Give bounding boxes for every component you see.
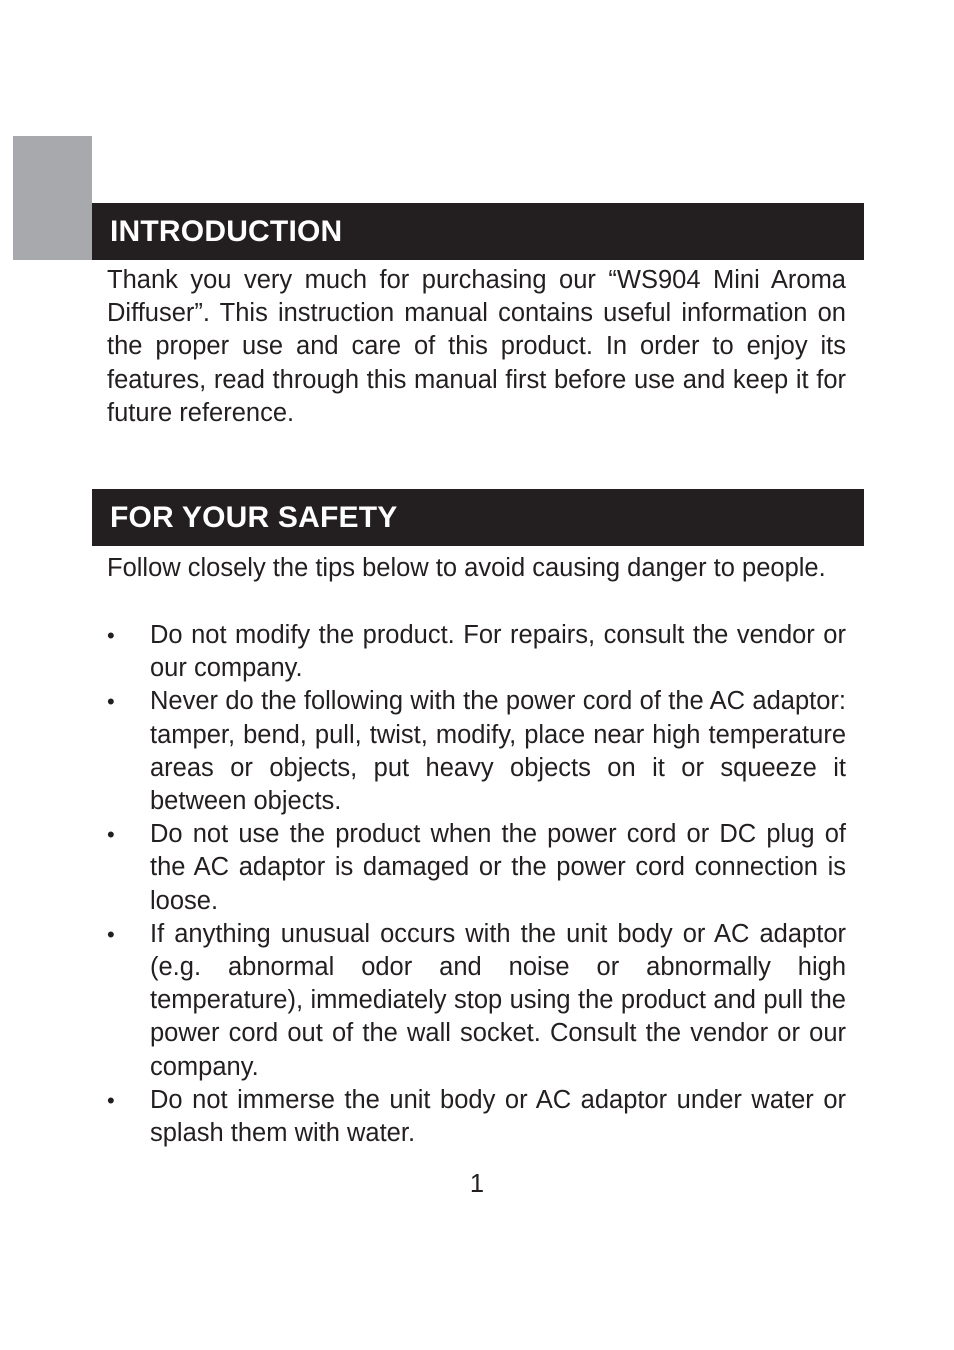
list-item-text: Do not use the product when the power cord or DC plug of the AC adaptor is damaged or the power cord connection is loose.	[150, 820, 846, 915]
bullet-icon: •	[107, 822, 115, 848]
bullet-icon: •	[107, 623, 115, 648]
safety-tips-list	[107, 619, 846, 1150]
list-item-text: Do not modify the product. For repairs, consult the vendor or our company.	[150, 621, 846, 683]
list-item	[107, 818, 846, 918]
introduction-paragraph: Thank you very much for purchasing our “WS904 Mini Aroma Diffuser”. This instruction manual contains useful information on the proper use and care of this product. In order to enjoy its features, read through this manual first before use and keep it for future reference.	[107, 266, 846, 427]
list-item-text: If anything unusual occurs with the unit body or AC adaptor (e.g. abnormal odor and noise or abnormally high temperature), immediately stop using the product and pull the power cord out of the wall socket. Consult the vendor or our company.	[150, 919, 846, 1081]
bullet-icon: •	[107, 921, 115, 947]
language-tab-label: EN	[51, 316, 78, 350]
safety-heading: FOR YOUR SAFETY	[110, 500, 398, 534]
list-item	[107, 1084, 846, 1150]
page-number: 1	[469, 1170, 485, 1198]
introduction-header-bar	[92, 203, 864, 260]
list-item-text: Never do the following with the power cord of the AC adaptor: tamper, bend, pull, twist, modify, place near high temperature areas or objects, put heavy objects on it or squeeze it between objects.	[150, 687, 846, 816]
bullet-icon: •	[107, 1087, 115, 1113]
introduction-heading: INTRODUCTION	[110, 214, 343, 248]
language-tab	[13, 136, 92, 350]
safety-intro-paragraph: Follow closely the tips below to avoid causing danger to people.	[107, 554, 826, 582]
list-item-text: Do not immerse the unit body or AC adaptor under water or splash them with water.	[150, 1085, 846, 1148]
list-item	[107, 619, 846, 685]
bullet-icon: •	[107, 689, 115, 715]
list-item	[107, 918, 846, 1084]
list-item	[107, 685, 846, 818]
safety-header-bar	[92, 489, 864, 546]
